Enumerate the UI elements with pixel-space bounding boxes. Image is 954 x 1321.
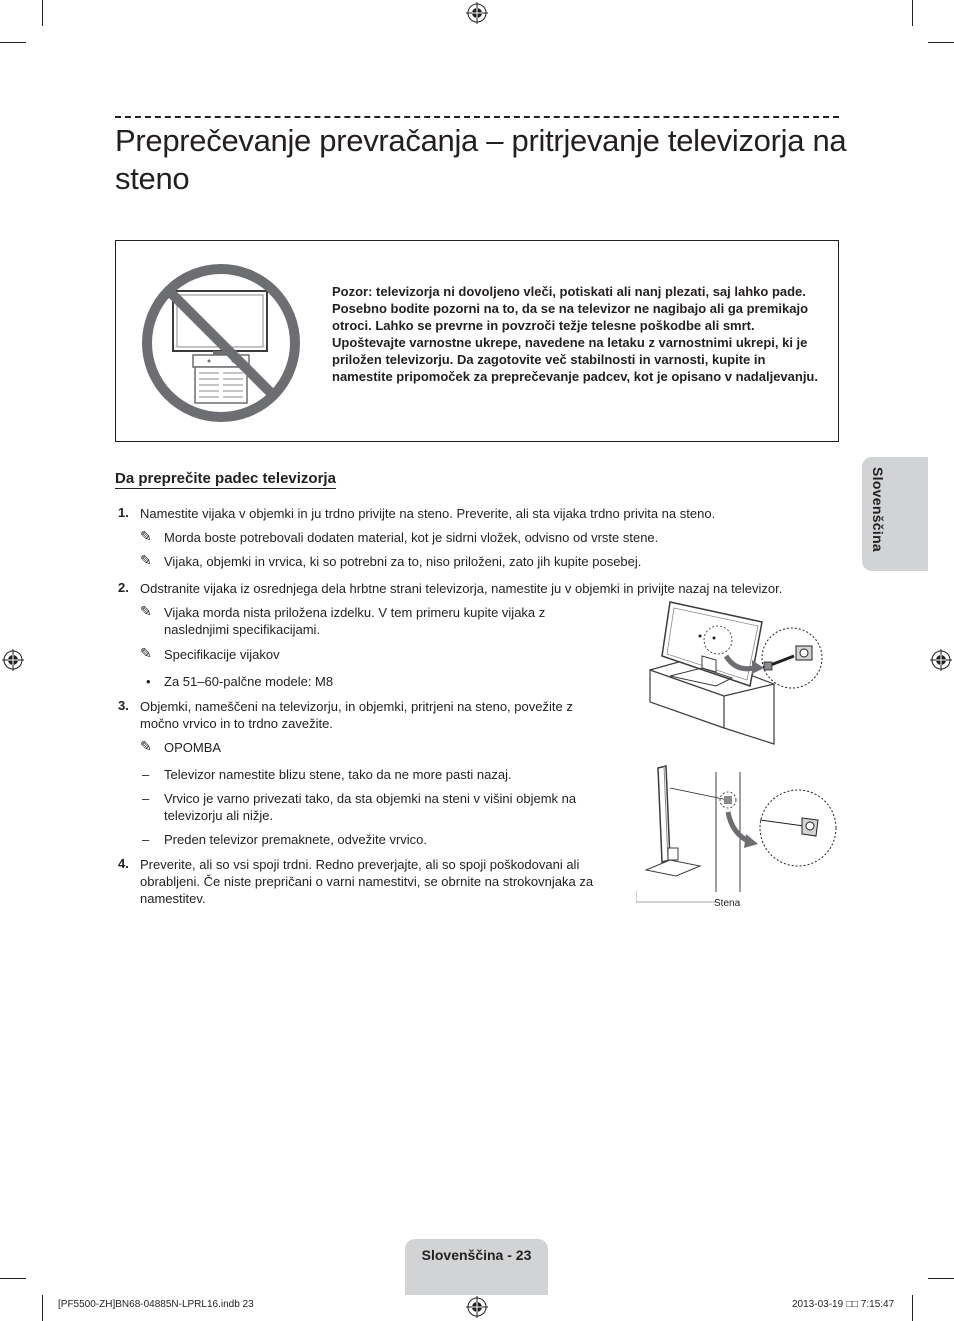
step-text: Objemki, nameščeni na televizorju, in objemki, pritrjeni na steno, povežite z močno vrvico in to trdno zavežite. bbox=[140, 699, 573, 731]
step-text: Namestite vijaka v objemki in ju trdno privijte na steno. Preverite, ali sta vijaka trdno privita na steno. bbox=[140, 506, 716, 521]
footer-date: 2013-03-19 □□ 7:15:47 bbox=[792, 1299, 895, 1310]
note-text: Vijaka, objemki in vrvica, ki so potrebni za to, niso priloženi, zato jih kupite posebej. bbox=[164, 554, 642, 569]
step-number: 3. bbox=[118, 698, 129, 713]
registration-mark-icon bbox=[930, 649, 952, 671]
note-label: OPOMBA bbox=[164, 740, 222, 755]
step-text: Preverite, ali so vsi spoji trdni. Redno preverjajte, ali so spoji poškodovani ali obrabljeni. Če niste prepričani o varni namestitvi, se obrnite na strokovnjaka za namestitev. bbox=[140, 857, 594, 906]
crop-mark bbox=[0, 42, 26, 43]
crop-mark bbox=[42, 1295, 43, 1321]
dash-text: Vrvico je varno privezati tako, da sta objemki na steni v višini objemk na televizorju ali nižje. bbox=[164, 791, 577, 823]
dash-icon: – bbox=[142, 791, 150, 806]
registration-mark-icon bbox=[466, 2, 488, 24]
page-title: Preprečevanje prevračanja – pritrjevanje televizorja na steno bbox=[115, 123, 847, 196]
registration-mark-icon bbox=[2, 649, 24, 671]
note-icon: ✎ bbox=[140, 603, 152, 619]
step-number: 2. bbox=[118, 580, 129, 595]
note-icon: ✎ bbox=[140, 552, 152, 568]
note-icon: ✎ bbox=[140, 528, 152, 544]
registration-mark-icon bbox=[466, 1296, 488, 1318]
note-text: Specifikacije vijakov bbox=[164, 647, 280, 662]
page-number: Slovenščina - 23 bbox=[421, 1247, 532, 1263]
wall-label: Stena bbox=[714, 898, 741, 909]
tv-wall-illustration bbox=[636, 762, 842, 904]
warning-box bbox=[115, 240, 839, 442]
crop-mark bbox=[912, 0, 913, 26]
step-text: Odstranite vijaka iz osrednjega dela hrbtne strani televizorja, namestite ju v objemki in privijte nazaj na televizor. bbox=[140, 581, 783, 596]
language-side-tab-label: Slovenščina bbox=[870, 467, 886, 553]
dash-text: Preden televizor premaknete, odvežite vrvico. bbox=[164, 832, 428, 847]
note-icon: ✎ bbox=[140, 645, 152, 661]
language-side-tab bbox=[862, 457, 928, 571]
crop-mark bbox=[42, 0, 43, 26]
dash-icon: – bbox=[142, 832, 150, 847]
note-text: Morda boste potrebovali dodaten material, kot je sidrni vložek, odvisno od vrste stene. bbox=[164, 530, 659, 545]
title-divider bbox=[115, 116, 839, 118]
crop-mark bbox=[928, 1278, 954, 1279]
no-tv-climbing-icon bbox=[139, 261, 303, 425]
dash-text: Televizor namestite blizu stene, tako da ne more pasti nazaj. bbox=[164, 767, 512, 782]
step-number: 4. bbox=[118, 856, 129, 871]
crop-mark bbox=[912, 1295, 913, 1321]
bullet-text: Za 51–60-palčne modele: M8 bbox=[164, 674, 334, 689]
section-heading: Da preprečite padec televizorja bbox=[115, 470, 336, 487]
tv-bracket-illustration bbox=[640, 598, 830, 748]
crop-mark bbox=[0, 1278, 26, 1279]
crop-mark bbox=[928, 42, 954, 43]
bullet-icon: • bbox=[146, 674, 151, 689]
warning-text: Pozor: televizorja ni dovoljeno vleči, potiskati ali nanj plezati, saj lahko pade. Posebno bodite pozorni na to, da se na televizor ne nagibajo ali ga premikajo otroci. Lahko se prevrne in povzroči težje telesne poškodbe ali smrt. Upoštevajte varnostne ukrepe, navedene na letaku z varnostnimi ukrepi, ki je priložen televizorju. Da zagotovite več stabilnosti in varnosti, kupite in namestite pripomoček za preprečevanje padcev, kot je opisano v nadaljevanju. bbox=[332, 284, 818, 384]
dash-icon: – bbox=[142, 767, 150, 782]
page-number-tab bbox=[405, 1239, 548, 1295]
step-number: 1. bbox=[118, 505, 129, 520]
footer-file: [PF5500-ZH]BN68-04885N-LPRL16.indb 23 bbox=[58, 1299, 254, 1310]
note-text: Vijaka morda nista priložena izdelku. V tem primeru kupite vijaka z naslednjimi specifikacijami. bbox=[164, 605, 546, 637]
note-icon: ✎ bbox=[140, 738, 152, 754]
